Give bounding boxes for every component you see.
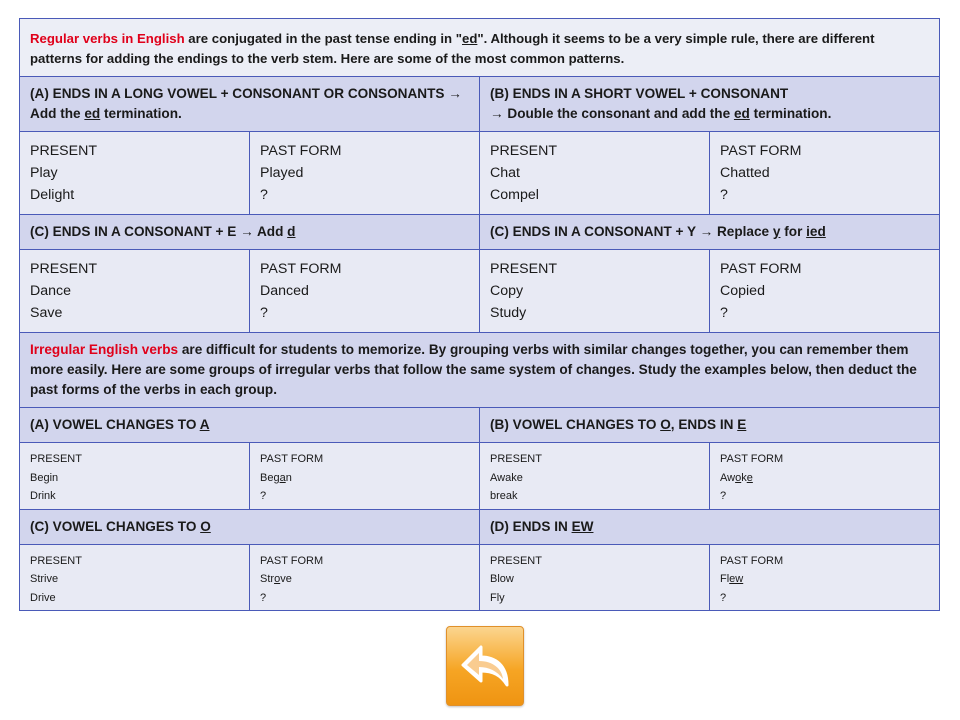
verb: Drive [30,591,56,604]
irregular-a-past [250,443,480,510]
irregular-header-row-2 [20,509,940,544]
past-label: PAST FORM [720,261,802,277]
irregular-c-present [20,544,250,611]
regular-b-title: (B) ENDS IN A SHORT VOWEL + CONSONANT [490,86,789,101]
regular-d-mid: for [780,224,807,239]
intro-text-b: ". Although it seems to be a very simple rule, there are different patterns for adding the endings to the verb stem. Here are some of the most common patterns. [30,31,875,66]
irregular-d-ending: EW [571,518,594,534]
past-label: PAST FORM [260,453,324,465]
verb: Strive [30,573,59,585]
verb: ? [260,187,268,203]
verb-part: k [741,471,747,484]
regular-a-rule: Add the [30,106,85,121]
irregular-c-header [20,509,480,544]
past-label: PAST FORM [260,261,342,277]
verb: Fly [490,591,505,604]
verb: ? [260,591,267,604]
verb: Save [30,305,63,321]
verb: Delight [30,187,75,203]
regular-c-ending: d [287,224,296,239]
irregular-d-present [480,544,710,611]
verb: Begin [30,471,59,484]
verb: Compel [490,187,539,203]
verb: Play [30,165,58,181]
regular-b-past [710,132,940,215]
verb-part: ve [280,573,292,585]
verb: Dance [30,283,72,299]
verb: Danced [260,283,309,299]
regular-b-rule: Double the consonant and add the [503,106,734,121]
regular-a-past [250,132,480,215]
verb: Chat [490,165,520,181]
regular-b-present [480,132,710,215]
irregular-b-vowel: O [660,417,671,432]
irregular-d-title: (D) ENDS IN [490,518,572,534]
verb: Chatted [720,165,770,181]
regular-c-rule: Add [253,224,288,239]
verb: Played [260,165,304,181]
irregular-b-header [480,408,940,443]
irregular-b-title: (B) VOWEL CHANGES TO [490,417,661,432]
regular-a-header [20,77,480,132]
regular-a-title: (A) ENDS IN A LONG VOWEL + CONSONANT OR CONSONANTS [30,86,449,101]
irregular-verbs-highlight: Irregular English verbs [30,342,179,357]
present-label: PRESENT [490,143,558,159]
irregular-c-past [250,544,480,611]
verb: Study [490,305,527,321]
verb: Copied [720,283,765,299]
verb-part: Str [260,573,275,585]
right-arrow-icon: → [490,106,504,121]
past-label: PAST FORM [720,453,784,465]
regular-c-title: (C) ENDS IN A CONSONANT + E [30,224,241,239]
verb [260,570,469,589]
regular-d-past [710,250,940,333]
irregular-a-header [20,408,480,443]
verb [260,469,469,488]
regular-d-ied: ied [806,224,826,239]
regular-d-title: (C) ENDS IN A CONSONANT + Y [490,224,700,239]
verbs-table [19,18,940,611]
intro-text-a: are conjugated in the past tense ending in " [184,31,462,46]
regular-header-row-1 [20,77,940,132]
verb-part: Aw [720,471,736,484]
regular-c-past [250,250,480,333]
regular-examples-row-2 [20,250,940,333]
present-label: PRESENT [490,554,542,567]
verb-change: a [279,471,286,484]
irregular-b-mid: , ENDS IN [670,417,738,432]
regular-intro [20,19,940,77]
irregular-b-ending: E [737,417,747,432]
verb-part: Fl [720,573,730,585]
past-label: PAST FORM [720,143,802,159]
verb: break [490,490,518,502]
regular-b-header [480,77,940,132]
right-arrow-icon: → [699,224,714,239]
past-label: PAST FORM [260,554,324,567]
verb: ? [720,490,727,502]
regular-b-rule-end: termination. [749,106,832,121]
verb: Drink [30,490,56,502]
present-label: PRESENT [490,261,558,277]
irregular-d-header [480,509,940,544]
verb-change: o [735,471,742,484]
verb [720,570,929,589]
irregular-intro-text: are difficult for students to memorize. By grouping verbs with similar changes together, you can remember them more easily. Here are some groups of irregular verbs that follow the same system of changes. Study the examples below, then deduct the past forms of the verbs in each group. [30,342,917,397]
verb: ? [720,187,728,203]
irregular-d-past [710,544,940,611]
regular-verbs-highlight: Regular verbs in English [30,31,185,46]
verb: ? [720,591,727,604]
verb-change: o [274,573,281,585]
past-label: PAST FORM [260,143,342,159]
regular-header-row-2 [20,215,940,250]
regular-a-rule-end: termination. [100,106,182,121]
right-arrow-icon: → [448,86,462,101]
irregular-b-present [480,443,710,510]
irregular-examples-row-2 [20,544,940,611]
regular-d-present [480,250,710,333]
verb-part: Beg [260,471,280,484]
irregular-b-past [710,443,940,510]
verb-change: ew [729,573,744,585]
verb: ? [260,305,268,321]
regular-d-rule: Replace [713,224,773,239]
verb: Blow [490,573,514,585]
present-label: PRESENT [490,453,542,465]
verb-part: n [285,471,292,484]
present-label: PRESENT [30,453,82,465]
present-label: PRESENT [30,143,98,159]
irregular-a-present [20,443,250,510]
back-arrow-icon [459,641,513,693]
regular-b-ed: ed [733,106,750,121]
back-button[interactable] [446,626,524,706]
irregular-examples-row-1 [20,443,940,510]
regular-examples-row-1 [20,132,940,215]
verb: Copy [490,283,524,299]
verb: Awake [490,471,523,484]
present-label: PRESENT [30,261,98,277]
regular-c-present [20,250,250,333]
irregular-a-vowel: A [199,417,210,432]
intro-ed: ed [462,31,478,46]
right-arrow-icon: → [240,224,254,239]
irregular-a-title: (A) VOWEL CHANGES TO [30,417,200,432]
irregular-intro-row [20,333,940,408]
present-label: PRESENT [30,554,82,567]
regular-c-header [20,215,480,250]
verb [720,469,929,488]
verb: ? [720,305,728,321]
irregular-header-row-1 [20,408,940,443]
irregular-c-title: (C) VOWEL CHANGES TO [30,518,201,534]
irregular-c-vowel: O [200,518,211,534]
regular-a-present [20,132,250,215]
regular-intro-row [20,19,940,77]
regular-a-ed: ed [84,106,101,121]
irregular-intro [20,333,940,408]
regular-d-y: y [772,224,781,239]
past-label: PAST FORM [720,554,784,567]
regular-d-header [480,215,940,250]
verb-change: e [746,471,753,484]
verb: ? [260,490,267,502]
